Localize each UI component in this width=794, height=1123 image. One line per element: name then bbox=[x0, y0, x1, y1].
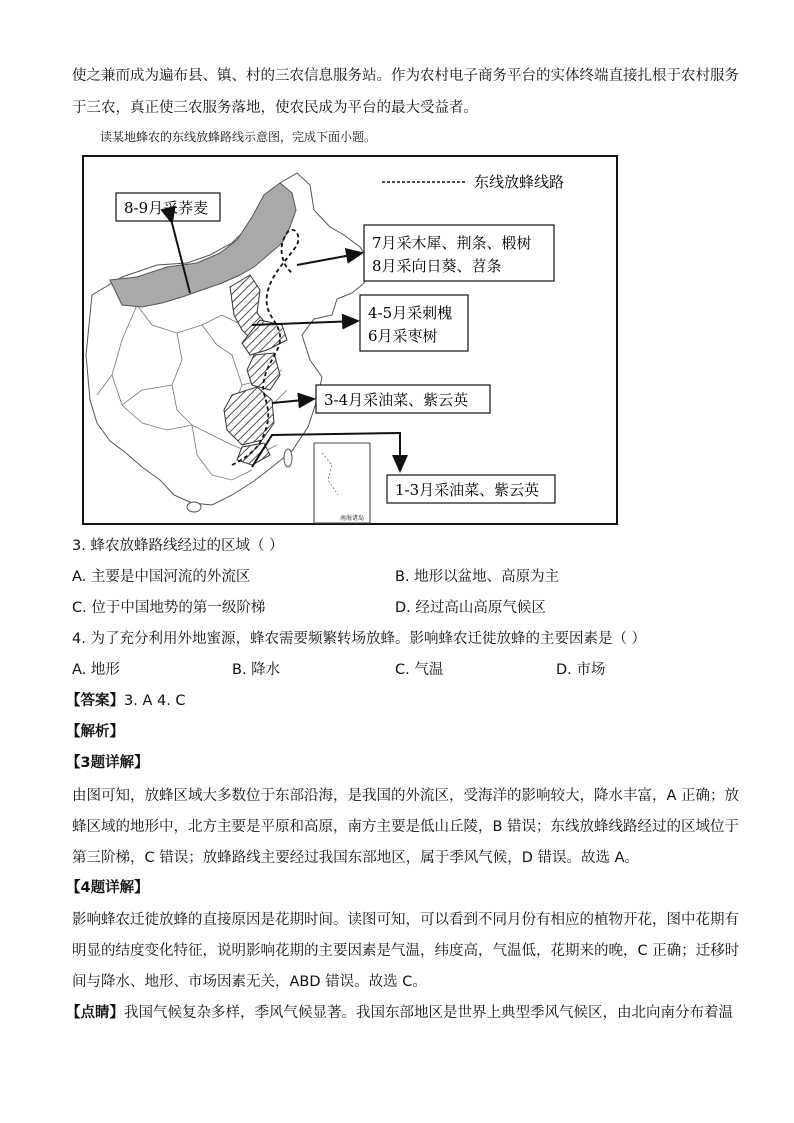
box-robinia-line2: 6月采枣树 bbox=[368, 327, 438, 345]
answer-tag: 【答案】 bbox=[66, 693, 124, 709]
tip-tag: 【点睛】 bbox=[66, 1005, 124, 1021]
detail3-tag: 【3题详解】 bbox=[66, 755, 149, 771]
inset-label: 南海诸岛 bbox=[340, 515, 365, 522]
box-buckwheat-text: 8-9月采荞麦 bbox=[124, 199, 209, 217]
q4-option-a: A. 地形 bbox=[72, 662, 120, 678]
detail3-line-3: 第三阶梯，C 错误；放蜂路线主要经过我国东部地区，属于季风气候，D 错误。故选 A。 bbox=[72, 850, 640, 866]
box-summer-north-line1: 7月采木犀、荆条、椴树 bbox=[372, 234, 532, 252]
tip-text: 我国气候复杂多样，季风气候显著。我国东部地区是世界上典型季风气候区，由北向南分布着温 bbox=[124, 1005, 733, 1021]
q3-option-a: A. 主要是中国河流的外流区 bbox=[72, 569, 251, 585]
detail3-line-2: 蜂区域的地形中，北方主要是平原和高原，南方主要是低山丘陵，B 错误；东线放蜂线路经过的区域位于 bbox=[72, 819, 740, 835]
q4-option-b: B. 降水 bbox=[232, 662, 281, 678]
q4-option-c: C. 气温 bbox=[395, 662, 444, 678]
detail3-line-1: 由图可知，放蜂区域大多数位于东部沿海，是我国的外流区，受海洋的影响较大，降水丰富，A 正确；放 bbox=[72, 788, 740, 804]
detail4-line-2: 明显的结度变化特征，说明影响花期的主要因素是气温，纬度高，气温低，花期来的晚，C 正确；迁移时 bbox=[72, 943, 740, 959]
detail4-line-3: 间与降水、地形、市场因素无关，ABD 错误。故选 C。 bbox=[72, 974, 427, 990]
hainan-island bbox=[187, 502, 201, 512]
q3-stem: 3. 蜂农放蜂路线经过的区域（ ） bbox=[72, 538, 284, 554]
detail4-tag: 【4题详解】 bbox=[66, 880, 149, 896]
q3-option-d: D. 经过高山高原气候区 bbox=[395, 600, 546, 616]
detail4-line-1: 影响蜂农迁徙放蜂的直接原因是花期时间。读图可知，可以看到不同月份有相应的植物开花，图中花期有 bbox=[72, 912, 739, 928]
box-rapeseed-1-3-text: 1-3月采油菜、紫云英 bbox=[395, 481, 540, 499]
south-sea-inset bbox=[314, 443, 370, 523]
answer-text: 3. A 4. C bbox=[124, 693, 186, 709]
taiwan-island bbox=[284, 449, 292, 467]
tip-line bbox=[66, 1001, 733, 1025]
q4-stem: 4. 为了充分利用外地蜜源，蜂农需要频繁转场放蜂。影响蜂农迁徙放蜂的主要因素是（ ） bbox=[72, 631, 647, 647]
intro-line-2: 于三农，真正使三农服务落地，使农民成为平台的最大受益者。 bbox=[72, 100, 478, 116]
intro-line-1: 使之兼而成为遍布县、镇、村的三农信息服务站。作为农村电子商务平台的实体终端直接扎根于农村服务 bbox=[72, 68, 739, 84]
answer-line bbox=[66, 689, 186, 713]
legend-label: 东线放蜂线路 bbox=[474, 173, 565, 191]
q3-option-b: B. 地形以盆地、高原为主 bbox=[395, 569, 560, 585]
q4-option-d: D. 市场 bbox=[556, 662, 606, 678]
q3-option-c: C. 位于中国地势的第一级阶梯 bbox=[72, 600, 266, 616]
box-summer-north-line2: 8月采向日葵、苕条 bbox=[372, 257, 502, 275]
bee-route-map bbox=[82, 155, 618, 525]
box-rapeseed-3-4-text: 3-4月采油菜、紫云英 bbox=[324, 391, 469, 409]
box-robinia-line1: 4-5月采刺槐 bbox=[368, 304, 453, 322]
figure-caption: 读某地蜂农的东线放蜂路线示意图，完成下面小题。 bbox=[100, 130, 377, 144]
analysis-tag: 【解析】 bbox=[66, 724, 124, 740]
